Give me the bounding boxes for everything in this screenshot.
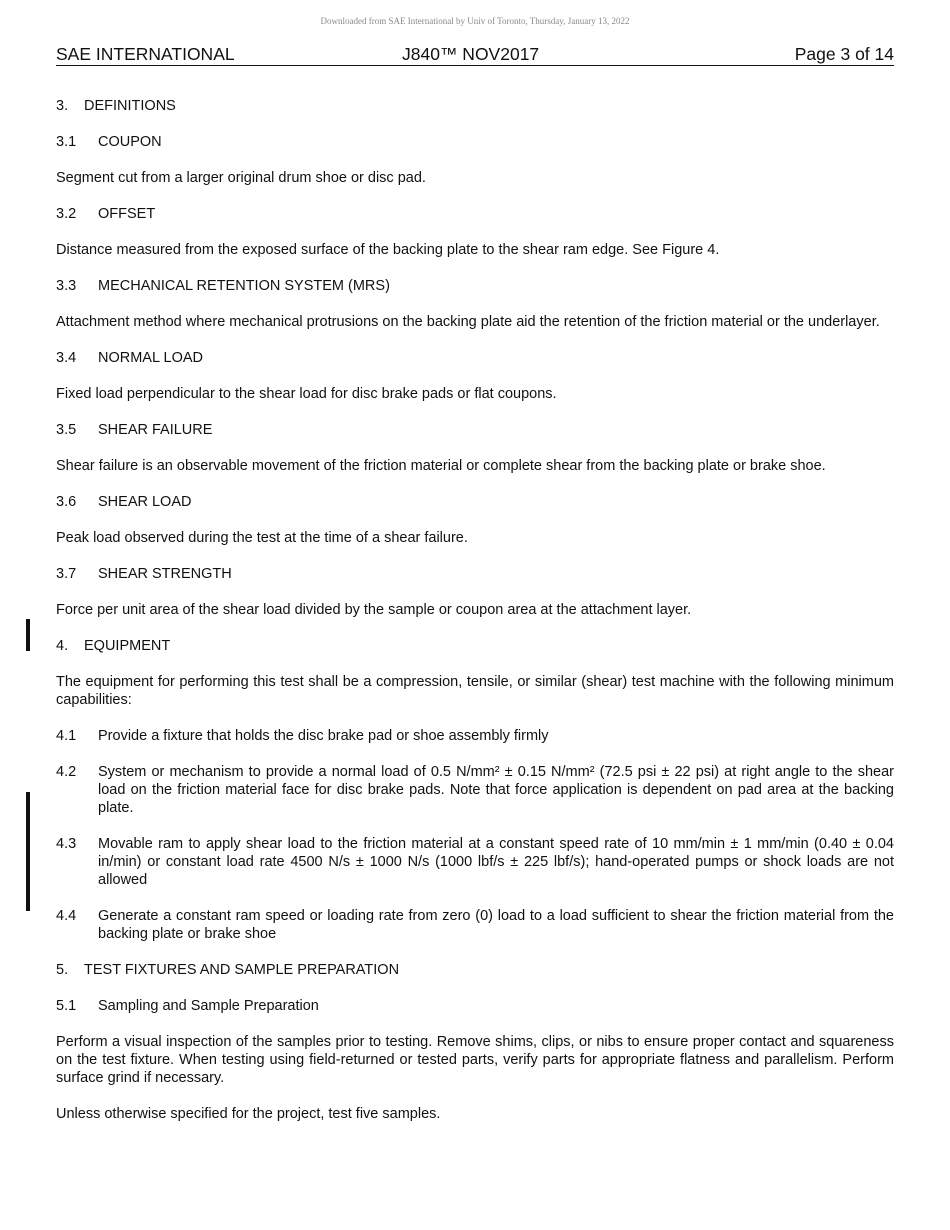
definition-3-6-text: Peak load observed during the test at the time of a shear failure.	[56, 530, 468, 546]
item-text: Provide a fixture that holds the disc brake pad or shoe assembly firmly	[98, 728, 549, 744]
section-title: DEFINITIONS	[84, 98, 176, 114]
section-number: 3.2	[56, 206, 77, 222]
section-title: NORMAL LOAD	[98, 350, 204, 366]
section-title: SHEAR STRENGTH	[98, 566, 232, 582]
item-text: Movable ram to apply shear load to the friction material at a constant speed rate of 10 mm/min ± 1 mm/min (0.40 ± 0.04 in/min) or constant load rate 4500 N/s ± 1000 N/s (1000 lbf/s ± 225 lbf/s); hand-operated pumps or shock loads are not allowed	[98, 836, 894, 888]
download-watermark: Downloaded from SAE International by Univ of Toronto, Thursday, January 13, 2022	[320, 16, 630, 26]
section-number: 3.5	[56, 422, 77, 438]
equipment-intro: The equipment for performing this test shall be a compression, tensile, or similar (shear) test machine with the following minimum capabilities:	[56, 674, 894, 708]
section-5-heading	[56, 961, 894, 979]
section-title: SHEAR LOAD	[98, 494, 192, 510]
sample-count-paragraph: Unless otherwise specified for the project, test five samples.	[56, 1106, 441, 1122]
definition-3-5-heading	[56, 421, 894, 439]
definition-3-4-text: Fixed load perpendicular to the shear load for disc brake pads or flat coupons.	[56, 386, 557, 402]
definition-3-4-heading	[56, 349, 894, 367]
section-number: 3.4	[56, 350, 77, 366]
section-number: 3.	[56, 98, 69, 114]
section-number: 3.3	[56, 278, 77, 294]
definition-3-1-heading	[56, 133, 894, 151]
section-number: 5.	[56, 962, 69, 978]
item-number: 4.4	[56, 908, 77, 924]
item-text: System or mechanism to provide a normal load of 0.5 N/mm² ± 0.15 N/mm² (72.5 psi ± 22 psi) at right angle to the shear load on the friction material face for disc brake pads. Note that force application is dependent on pad area at the backing plate.	[98, 764, 894, 816]
section-title: Sampling and Sample Preparation	[98, 998, 319, 1014]
change-bar-4-2-4-3	[26, 792, 30, 911]
section-number: 3.6	[56, 494, 77, 510]
header-document-id: J840™ NOV2017	[402, 44, 540, 64]
item-text: Generate a constant ram speed or loading rate from zero (0) load to a load sufficient to shear the friction material from the backing plate or brake shoe	[98, 908, 894, 942]
sample-preparation-paragraph: Perform a visual inspection of the samples prior to testing. Remove shims, clips, or nibs to ensure proper contact and squareness on the test fixture. When testing using field-returned or tested parts, verify parts for appropriate flatness and parallelism. Perform surface grind if necessary.	[56, 1034, 894, 1086]
section-number: 3.7	[56, 566, 77, 582]
item-number: 4.2	[56, 764, 77, 780]
section-number: 4.	[56, 638, 69, 654]
section-title: OFFSET	[98, 206, 156, 222]
change-bar-3-7	[26, 619, 30, 651]
section-title: COUPON	[98, 134, 162, 150]
section-title: MECHANICAL RETENTION SYSTEM (MRS)	[98, 278, 390, 294]
section-title: EQUIPMENT	[84, 638, 171, 654]
definition-3-7-text: Force per unit area of the shear load divided by the sample or coupon area at the attachment layer.	[56, 602, 692, 618]
definition-3-7-heading	[56, 565, 894, 583]
section-4-heading	[56, 637, 894, 655]
equipment-item-4-2	[56, 763, 894, 817]
document-body	[56, 97, 894, 1141]
item-number: 4.1	[56, 728, 77, 744]
definition-3-6-heading	[56, 493, 894, 511]
section-number: 3.1	[56, 134, 77, 150]
section-title: TEST FIXTURES AND SAMPLE PREPARATION	[84, 962, 400, 978]
definition-3-2-text: Distance measured from the exposed surface of the backing plate to the shear ram edge. See Figure 4.	[56, 242, 720, 258]
header-page-number: Page 3 of 14	[794, 44, 894, 64]
definition-3-5-text: Shear failure is an observable movement of the friction material or complete shear from the backing plate or brake shoe.	[56, 458, 826, 474]
section-number: 5.1	[56, 998, 77, 1014]
definition-3-1-text: Segment cut from a larger original drum shoe or disc pad.	[56, 170, 426, 186]
definition-3-3-text: Attachment method where mechanical protrusions on the backing plate aid the retention of the friction material or the underlayer.	[56, 314, 880, 330]
page-header	[56, 43, 894, 66]
section-title: SHEAR FAILURE	[98, 422, 213, 438]
header-organization: SAE INTERNATIONAL	[56, 44, 235, 64]
section-5-1-heading	[56, 997, 894, 1015]
definition-3-3-heading	[56, 277, 894, 295]
equipment-item-4-1	[56, 727, 894, 745]
equipment-item-4-3	[56, 835, 894, 889]
definition-3-2-heading	[56, 205, 894, 223]
item-number: 4.3	[56, 836, 77, 852]
section-3-heading	[56, 97, 894, 115]
equipment-item-4-4	[56, 907, 894, 943]
